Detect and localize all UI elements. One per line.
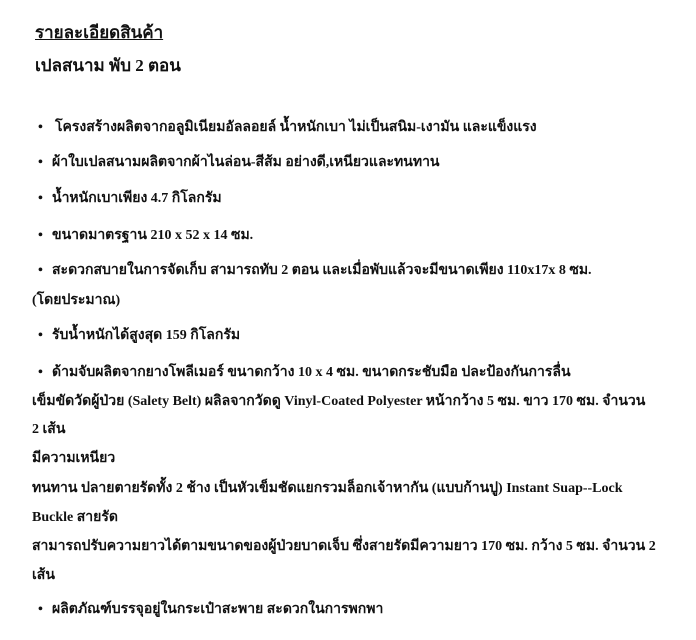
paragraph-line: Buckle สายรัด	[32, 510, 118, 525]
bullet-icon: •	[38, 328, 43, 343]
list-item	[38, 601, 383, 619]
list-item-text: น้ำหนักเบาเพียง 4.7 กิโลกรัม	[52, 191, 222, 206]
list-item	[38, 262, 592, 280]
list-item-text: โครงสร้างผลิตจากอลูมิเนียมอัลลอยล์ น้ำหนักเบา ไม่เป็นสนิม-เงามัน และแข็งแรง	[55, 120, 537, 135]
paragraph-line: สามารถปรับความยาวได้ตามขนาดของผู้ป่วยบาดเจ็บ ซึ่งสายรัดมีความยาว 170 ซม. กว้าง 5 ซม. จำนวน 2	[32, 539, 656, 554]
bullet-icon: •	[38, 155, 43, 170]
list-item-text: สะดวกสบายในการจัดเก็บ สามารถทับ 2 ตอน และเมื่อพับแล้วจะมีขนาดเพียง 110x17x 8 ซม.	[52, 263, 592, 278]
list-item	[38, 364, 571, 382]
list-item-text: ขนาดมาตรฐาน 210 x 52 x 14 ซม.	[52, 228, 254, 243]
paragraph-line: เส้น	[32, 568, 55, 583]
bullet-icon: •	[38, 228, 43, 243]
list-item	[38, 119, 537, 137]
list-item	[38, 227, 253, 245]
list-item-text: ด้ามจับผลิตจากยางโพลีเมอร์ ขนาดกว้าง 10 x 4 ซม. ขนาดกระชับมือ ปละป้องกันการลื่น	[52, 365, 571, 380]
bullet-icon: •	[38, 602, 43, 617]
list-item-text: ผ้าใบเปลสนามผลิตจากผ้าไนล่อน-สีส้ม อย่างดี,เหนียวและทนทาน	[52, 155, 440, 170]
list-item	[38, 190, 222, 208]
list-item	[38, 327, 240, 345]
list-item-text: รับน้ำหนักได้สูงสุด 159 กิโลกรัม	[52, 328, 241, 343]
bullet-icon: •	[38, 263, 43, 278]
paragraph-line: เข็มขัดวัดผู้ป่วย (Salety Belt) ผลิลจากวัดดู Vinyl-Coated Polyester หน้ากว้าง 5 ซม. ขาว 170 ซม. จำนวน	[32, 394, 646, 409]
paragraph-line: ทนทาน ปลายตายรัดทั้ง 2 ช้าง เป็นหัวเข็มชัดแยกรวมล็อกเจ้าหากัน (แบบก้านปู) Instant Suap--Lock	[32, 481, 623, 496]
paragraph-line: มีความเหนียว	[32, 451, 116, 466]
list-item	[38, 154, 440, 172]
list-item-text: ผลิตภัณฑ์บรรจุอยู่ในกระเป๋าสะพาย สะดวกในการพกพา	[52, 602, 384, 617]
paragraph-line: 2 เส้น	[32, 422, 66, 437]
page-title: รายละเอียดสินค้า	[35, 23, 164, 42]
bullet-icon: •	[38, 365, 43, 380]
paragraph-line: (โดยประมาณ)	[32, 293, 121, 308]
bullet-icon: •	[38, 191, 43, 206]
product-name: เปลสนาม พับ 2 ตอน	[35, 56, 181, 75]
bullet-icon: •	[38, 120, 43, 135]
